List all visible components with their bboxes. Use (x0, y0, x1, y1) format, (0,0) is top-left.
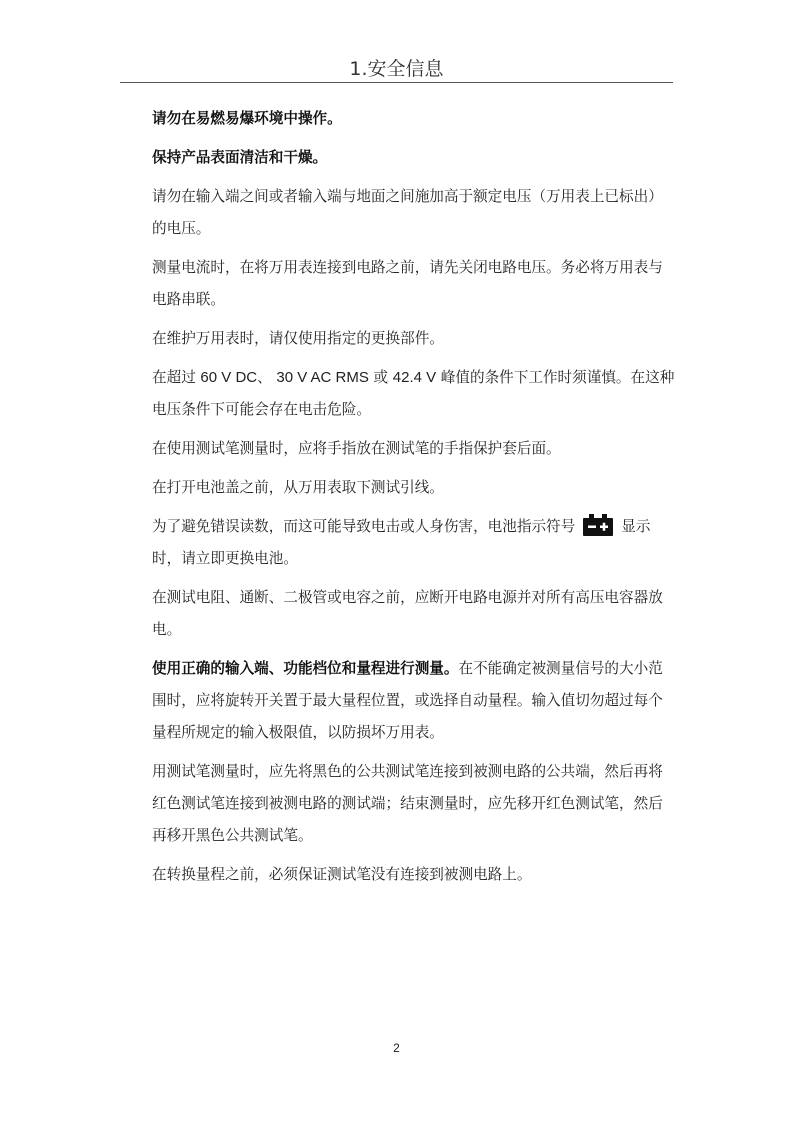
paragraph-finger-guard: 在使用测试笔测量时，应将手指放在测试笔的手指保护套后面。 (152, 440, 561, 457)
text-segment: 显示时，请立即更换电池。 (152, 518, 651, 567)
voltage-dc-value: 60 V DC (200, 369, 258, 386)
header-divider (120, 82, 673, 83)
paragraph-battery-indicator (152, 511, 676, 575)
voltage-ac-value: 30 V AC RMS (276, 369, 369, 386)
paragraph-range-switching: 在转换量程之前，必须保证测试笔没有连接到被测电路上。 (152, 866, 532, 883)
paragraph-replacement-parts: 在维护万用表时，请仅使用指定的更换部件。 (152, 330, 444, 347)
text-segment: 为了避免错误读数，而这可能导致电击或人身伤害，电池指示符号 (152, 518, 576, 535)
paragraph-capacitor-discharge: 在测试电阻、通断、二极管或电容之前，应断开电路电源并对所有高压电容器放电。 (152, 589, 663, 638)
text-segment: 在超过 (152, 369, 201, 386)
paragraph-keep-dry: 保持产品表面清洁和干燥。 (152, 149, 328, 166)
paragraph-battery-cover: 在打开电池盖之前，从万用表取下测试引线。 (152, 479, 444, 496)
paragraph-rated-voltage: 请勿在输入端之间或者输入端与地面之间施加高于额定电压（万用表上已标出）的电压。 (152, 188, 663, 237)
page-number: 2 (393, 1041, 400, 1055)
page-header-title: 1.安全信息 (349, 58, 444, 80)
safety-info-body (152, 103, 676, 898)
paragraph-voltage-caution (152, 362, 676, 426)
text-segment: 在不能确定被测量信号的大小范围时，应将旋转开关置于最大量程位置，或选择自动量程。输入值切勿超过每个量程所规定的输入极限值，以防损坏万用表。 (152, 660, 663, 741)
voltage-peak-value: 42.4 V (392, 369, 437, 386)
battery-icon (583, 514, 613, 536)
paragraph-current-measurement: 测量电流时，在将万用表连接到电路之前，请先关闭电路电压。务必将万用表与电路串联。 (152, 259, 663, 308)
bold-lead: 使用正确的输入端、功能档位和量程进行测量。 (152, 660, 459, 677)
text-segment: 、 (257, 369, 277, 386)
paragraph-correct-range (152, 653, 676, 749)
text-segment: 峰值的条件下工作时须谨慎。在这种电压条件下可能会存在电击危险。 (152, 369, 675, 418)
paragraph-flammable-warning: 请勿在易燃易爆环境中操作。 (152, 110, 342, 127)
paragraph-probe-order: 用测试笔测量时，应先将黑色的公共测试笔连接到被测电路的公共端，然后再将红色测试笔连接到被测电路的测试端；结束测量时，应先移开红色测试笔，然后再移开黑色公共测试笔。 (152, 763, 663, 844)
text-segment: 或 (368, 369, 393, 386)
